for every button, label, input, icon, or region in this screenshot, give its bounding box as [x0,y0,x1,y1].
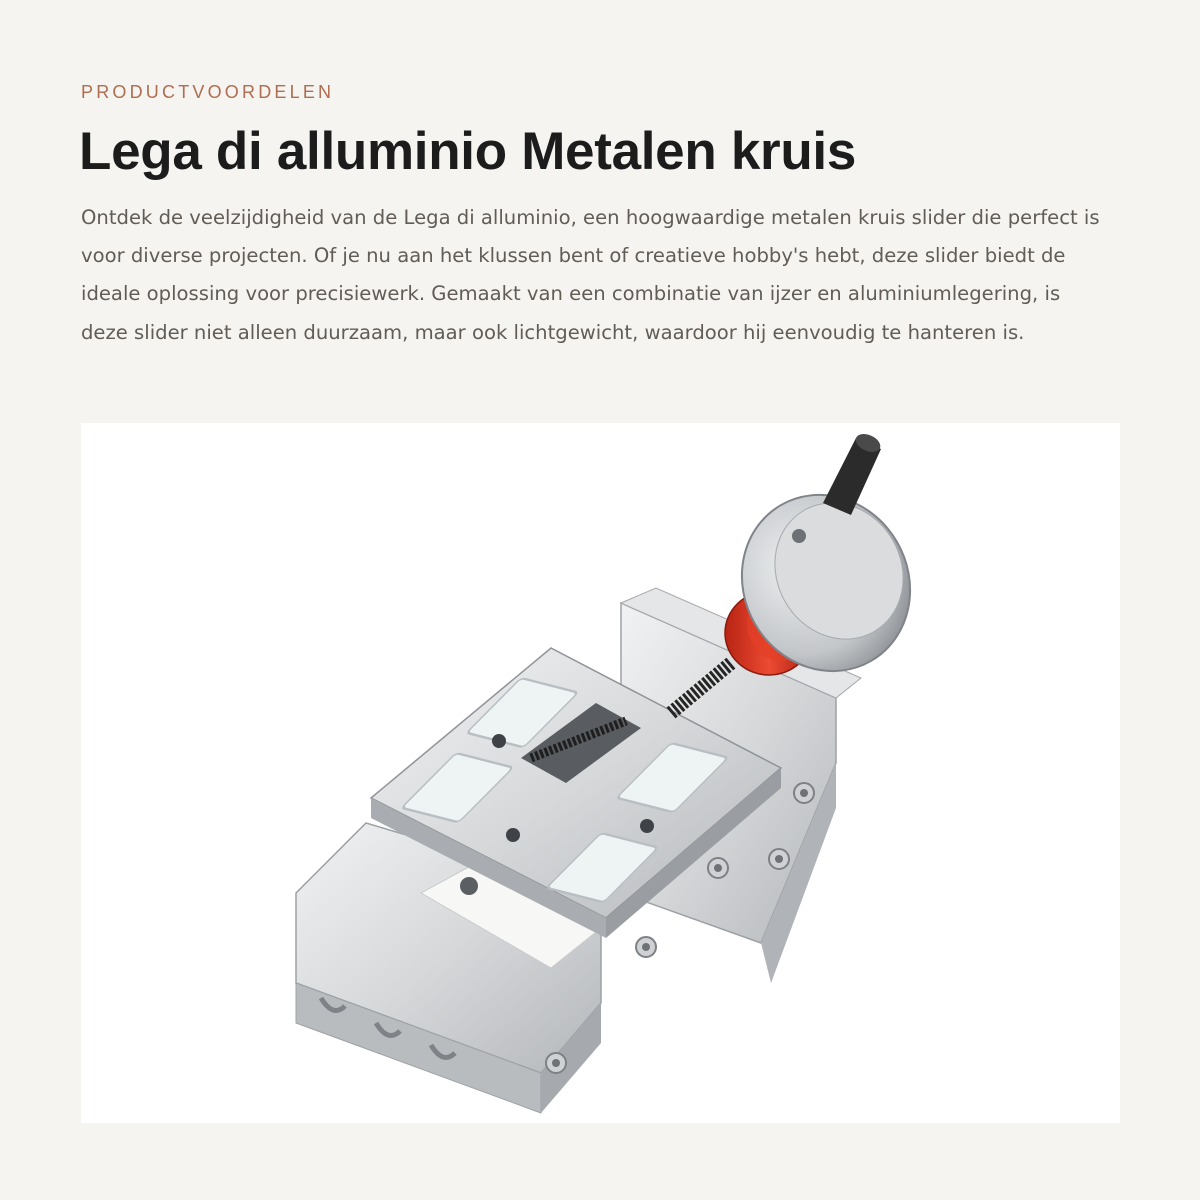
hex-nut [769,849,789,869]
hex-nut [708,858,728,878]
cross-slider-illustration [81,423,1120,1123]
product-image [81,423,1120,1123]
hex-nut [546,1053,566,1073]
section-description: Ontdek de veelzijdigheid van de Lega di alluminio, een hoogwaardige metalen kruis slider die perfect is voor diverse projecten. Of je nu aan het klussen bent of creatieve hobby's hebt, deze slider biedt de ideale oplossing voor precisiewerk. Gemaakt van een combinatie van ijzer en aluminiumlegering, is deze slider niet alleen duurzaam, maar ook lichtgewicht, waardoor hij eenvoudig te hanteren is. [81,206,1100,344]
section-eyebrow: PRODUCTVOORDELEN [81,82,335,102]
section-title: Lega di alluminio Metalen kruis [79,122,857,181]
drive-shaft [823,430,883,515]
hex-nut [636,937,656,957]
hex-nut [794,783,814,803]
